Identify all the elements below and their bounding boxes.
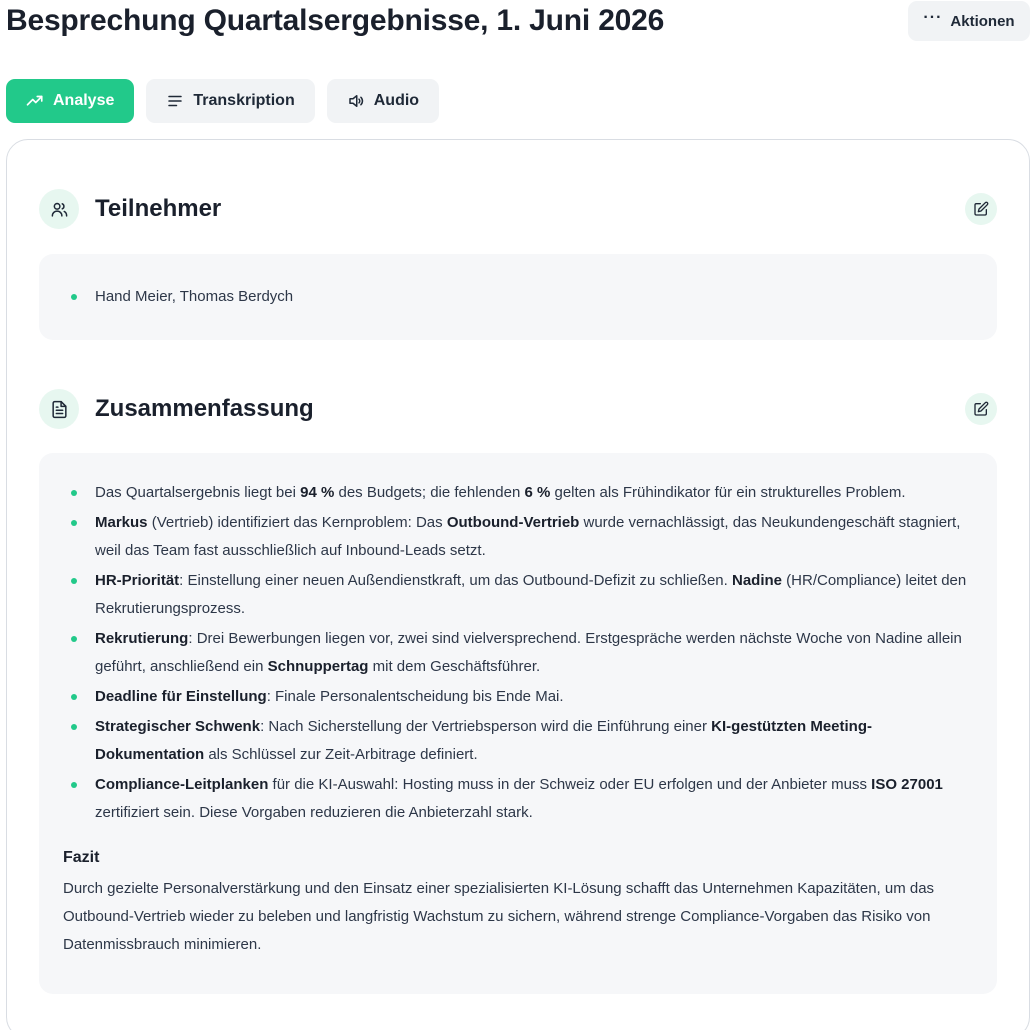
edit-participants-button[interactable] <box>965 193 997 225</box>
document-icon <box>39 389 79 429</box>
list-item: Compliance-Leitplanken für die KI-Auswahl: Hosting muss in der Schweiz oder EU erfolgen und der Anbieter muss ISO 27001 zertifiziert sein. Diese Vorgaben reduzieren die Anbieterzahl stark. <box>95 771 967 827</box>
actions-button[interactable] <box>908 1 1030 41</box>
participants-panel <box>39 254 997 340</box>
summary-title: Zusammenfassung <box>95 395 314 422</box>
summary-list <box>39 479 997 827</box>
analysis-card <box>6 139 1030 1030</box>
page-title: Besprechung Quartalsergebnisse, 1. Juni 2026 <box>6 4 665 37</box>
users-icon <box>39 189 79 229</box>
lines-icon <box>166 92 184 110</box>
list-item: HR-Priorität: Einstellung einer neuen Außendienstkraft, um das Outbound-Defizit zu schließen. Nadine (HR/Compliance) leitet den Rekrutierungsprozess. <box>95 567 967 623</box>
edit-icon <box>973 201 989 217</box>
edit-icon <box>973 401 989 417</box>
list-item: Hand Meier, Thomas Berdych <box>95 283 967 311</box>
actions-label: Aktionen <box>950 12 1015 30</box>
edit-summary-button[interactable] <box>965 393 997 425</box>
ellipsis-icon: ··· <box>923 9 943 26</box>
fazit-text: Durch gezielte Personalverstärkung und den Einsatz einer spezialisierten KI-Lösung schafft das Unternehmen Kapazitäten, um das Outbound-Vertrieb wieder zu beleben und langfristig Wachstum zu sichern, während strenge Compliance-Vorgaben das Risiko von Datenmissbrauch minimieren. <box>63 880 935 953</box>
list-item: Strategischer Schwenk: Nach Sicherstellung der Vertriebsperson wird die Einführung einer KI-gestützten Meeting-Dokumentation als Schlüssel zur Zeit-Arbitrage definiert. <box>95 713 967 769</box>
tab-bar <box>6 79 439 123</box>
summary-header <box>39 389 314 429</box>
tab-transkription[interactable] <box>146 79 314 123</box>
fazit-heading: Fazit <box>63 849 100 866</box>
speaker-icon <box>347 92 365 110</box>
list-item: Markus (Vertrieb) identifiziert das Kernproblem: Das Outbound-Vertrieb wurde vernachlässigt, das Neukundengeschäft stagniert, weil das Team fast ausschließlich auf Inbound-Leads setzt. <box>95 509 967 565</box>
participants-header <box>39 189 221 229</box>
tab-label: Audio <box>373 92 420 109</box>
tab-audio[interactable] <box>327 79 439 123</box>
tab-label: Analyse <box>53 92 115 109</box>
tab-label: Transkription <box>193 92 295 109</box>
summary-panel <box>39 453 997 994</box>
list-item: Rekrutierung: Drei Bewerbungen liegen vor, zwei sind vielversprechend. Erstgespräche werden nächste Woche von Nadine allein geführt, anschließend ein Schnuppertag mit dem Geschäftsführer. <box>95 625 967 681</box>
tab-analyse[interactable] <box>6 79 134 123</box>
list-item: Deadline für Einstellung: Finale Personalentscheidung bis Ende Mai. <box>95 683 967 711</box>
list-item: Das Quartalsergebnis liegt bei 94 % des Budgets; die fehlenden 6 % gelten als Frühindikator für ein strukturelles Problem. <box>95 479 967 507</box>
participants-list <box>39 283 997 311</box>
trending-up-icon <box>26 92 44 110</box>
participants-title: Teilnehmer <box>95 195 222 222</box>
